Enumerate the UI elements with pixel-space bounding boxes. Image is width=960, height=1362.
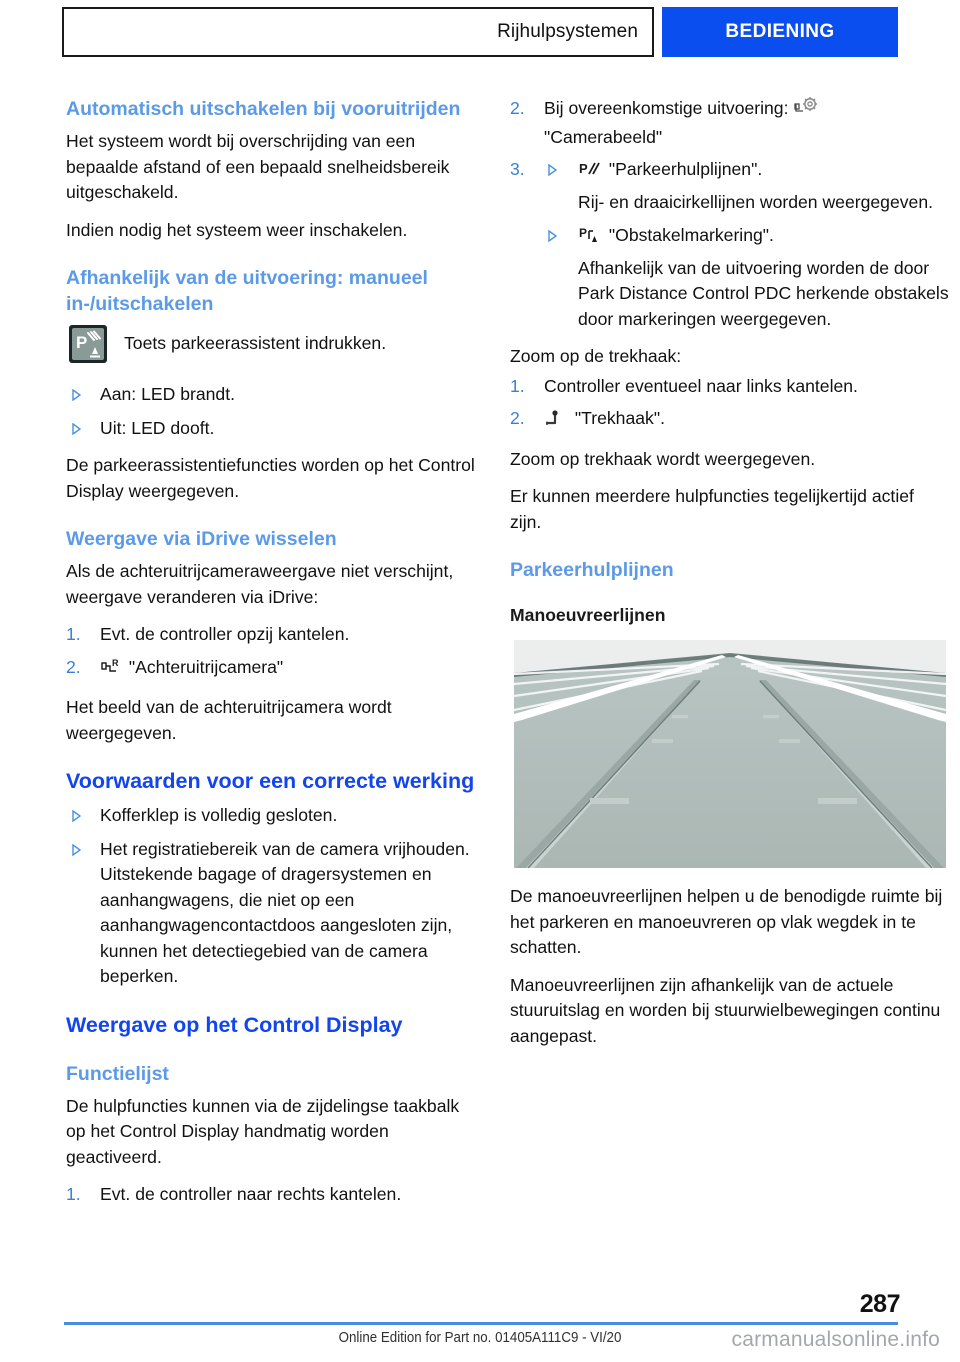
sub-item-label: "Obstakelmarkering". bbox=[608, 225, 774, 245]
step-number: 2. bbox=[66, 656, 81, 677]
list-item bbox=[66, 1182, 480, 1208]
header-chapter-box bbox=[662, 7, 898, 57]
sub-item-body: Afhankelijk van de uitvoering worden de door Park Distance Control PDC herkende obstakels door markeringen weergegeven. bbox=[578, 257, 949, 329]
paragraph-zoom-trekhaak: Zoom op de trekhaak: bbox=[510, 346, 682, 366]
list-item-label: Het registratiebereik van de camera vrijhouden. Uitstekende bagage of dragersystemen en aanhangwagens, die niet op een aanhangwagencontactdoos aangesloten zijn, kunnen het detectiegebied van de camera beperken. bbox=[100, 838, 470, 986]
heading-voorwaarden-correcte-werking: Voorwaarden voor een correcte werking bbox=[66, 769, 475, 793]
paragraph-manoeuvreerlijnen-stuuruitslag: Manoeuvreerlijnen zijn afhankelijk van de actuele stuuruitslag en worden bij stuurwielbewegingen continu aangepast. bbox=[510, 974, 941, 1046]
key-instruction-text: Toets parkeerassistent indrukken. bbox=[124, 333, 387, 353]
step-number: 2. bbox=[510, 98, 525, 118]
heading-functielijst: Functielijst bbox=[66, 1062, 169, 1085]
step-text: "Trekhaak". bbox=[574, 408, 665, 428]
list-item bbox=[66, 837, 480, 990]
obstacle-marking-icon bbox=[579, 226, 601, 252]
triangle-bullet-icon bbox=[72, 423, 81, 435]
sub-list-item bbox=[544, 157, 950, 186]
heading-manueel-in-uitschakelen: Afhankelijk van de uitvoering: manueel in-/uitschakelen bbox=[66, 267, 428, 315]
step-text: Bij overeenkomstige uitvoering: bbox=[544, 98, 789, 118]
step-text: Evt. de controller opzij kantelen. bbox=[100, 624, 350, 644]
paragraph-weer-inschakelen: Indien nodig het systeem weer inschakelen. bbox=[66, 219, 408, 240]
list-item bbox=[66, 622, 480, 648]
page-footer bbox=[0, 1290, 960, 1362]
paragraph-meerdere-hulpfuncties: Er kunnen meerdere hulpfuncties tegelijkertijd actief zijn. bbox=[510, 486, 914, 532]
triangle-bullet-icon bbox=[72, 844, 81, 856]
maneuvering-lines-illustration bbox=[514, 640, 946, 868]
page-header bbox=[62, 7, 898, 57]
left-column bbox=[66, 96, 480, 1220]
svg-text:P: P bbox=[579, 161, 588, 176]
heading-weergave-control-display: Weergave op het Control Display bbox=[66, 1012, 403, 1037]
svg-text:P: P bbox=[76, 333, 88, 352]
heading-weergave-via-idrive: Weergave via iDrive wisselen bbox=[66, 528, 337, 550]
header-section-box bbox=[62, 7, 654, 57]
tow-hitch-icon bbox=[545, 409, 567, 435]
step-list-idrive bbox=[66, 622, 480, 683]
step-text: Controller eventueel naar links kantelen. bbox=[544, 375, 858, 396]
footer-divider bbox=[64, 1322, 898, 1325]
triangle-bullet-icon bbox=[72, 810, 81, 822]
header-chapter-title: BEDIENING bbox=[725, 21, 835, 42]
list-item bbox=[510, 374, 950, 400]
paragraph-functies-control-display: De parkeerassistentiefuncties worden op het Control Display weergegeven. bbox=[66, 455, 475, 501]
step-number: 1. bbox=[66, 624, 81, 644]
paragraph-manoeuvreerlijnen-helpen: De manoeuvreerlijnen helpen u de benodigde ruimte bij het parkeren en manoeuvreren op vlak wegdek in te schatten. bbox=[510, 886, 943, 957]
list-item bbox=[510, 157, 950, 332]
step-list-camerabeeld bbox=[510, 96, 950, 332]
key-instruction-row bbox=[66, 324, 480, 368]
site-watermark: carmanualsonline.info bbox=[731, 1328, 940, 1351]
heading-parkeerhulplijnen: Parkeerhulplijnen bbox=[510, 559, 674, 581]
header-section-title: Rijhulpsystemen bbox=[497, 21, 638, 42]
step-text: Evt. de controller naar rechts kantelen. bbox=[100, 1184, 402, 1204]
sub-item-body: Rij- en draaicirkellijnen worden weergegeven. bbox=[578, 191, 933, 212]
list-item bbox=[66, 416, 480, 442]
bullet-list-voorwaarden bbox=[66, 803, 480, 990]
sub-item-label: "Parkeerhulplijnen". bbox=[608, 159, 763, 179]
triangle-bullet-icon bbox=[72, 389, 81, 401]
page-number: 287 bbox=[859, 1290, 900, 1318]
sub-list-item bbox=[544, 223, 950, 252]
triangle-bullet-icon bbox=[548, 230, 557, 242]
right-column bbox=[510, 96, 950, 1220]
list-item-label: Uit: LED dooft. bbox=[100, 417, 215, 438]
svg-text:P: P bbox=[579, 226, 588, 240]
triangle-bullet-icon bbox=[548, 164, 557, 176]
step-number: 2. bbox=[510, 408, 525, 428]
heading-manoeuvreerlijnen: Manoeuvreerlijnen bbox=[510, 605, 666, 625]
list-item-label: Kofferklep is volledig gesloten. bbox=[100, 805, 338, 825]
heading-automatisch-uitschakelen: Automatisch uitschakelen bij vooruitrijden bbox=[66, 98, 461, 120]
step-number: 1. bbox=[510, 375, 525, 396]
list-item-label: Aan: LED brandt. bbox=[100, 384, 235, 404]
page-body bbox=[0, 96, 960, 1220]
step-number: 1. bbox=[66, 1184, 81, 1204]
parking-guide-lines-icon bbox=[579, 160, 601, 186]
list-item bbox=[510, 96, 950, 150]
parking-assistant-button-icon bbox=[68, 324, 108, 364]
paragraph-beeld-weergegeven: Het beeld van de achteruitrijcamera wordt weergegeven. bbox=[66, 697, 392, 743]
paragraph-zoom-weergegeven: Zoom op trekhaak wordt weergegeven. bbox=[510, 448, 816, 469]
list-item bbox=[510, 406, 950, 435]
step-list-functielijst bbox=[66, 1182, 480, 1208]
step-list-trekhaak bbox=[510, 374, 950, 435]
bullet-list-led-states bbox=[66, 382, 480, 441]
list-item bbox=[66, 382, 480, 408]
list-item bbox=[66, 803, 480, 829]
reverse-camera-icon bbox=[101, 658, 121, 684]
paragraph-weergave-veranderen: Als de achteruitrijcameraweergave niet verschijnt, weergave veranderen via iDrive: bbox=[66, 561, 454, 607]
list-item bbox=[66, 655, 480, 684]
svg-text:R: R bbox=[112, 657, 119, 668]
paragraph-systeem-uitgeschakeld: Het systeem wordt bij overschrijding van een bepaalde afstand of een bepaald snelheidsbereik uitgeschakeld. bbox=[66, 131, 450, 202]
step-number: 3. bbox=[510, 159, 525, 179]
step-text-quoted: "Camerabeeld" bbox=[544, 126, 663, 147]
paragraph-hulpfuncties-taakbalk: De hulpfuncties kunnen via de zijdelingse taakbalk op het Control Display handmatig worden geactiveerd. bbox=[66, 1095, 460, 1167]
step-text: "Achteruitrijcamera" bbox=[128, 656, 284, 677]
controller-gear-icon bbox=[794, 97, 820, 125]
footer-edition-note: Online Edition for Part no. 01405A111C9 - VI/20 bbox=[338, 1330, 622, 1346]
